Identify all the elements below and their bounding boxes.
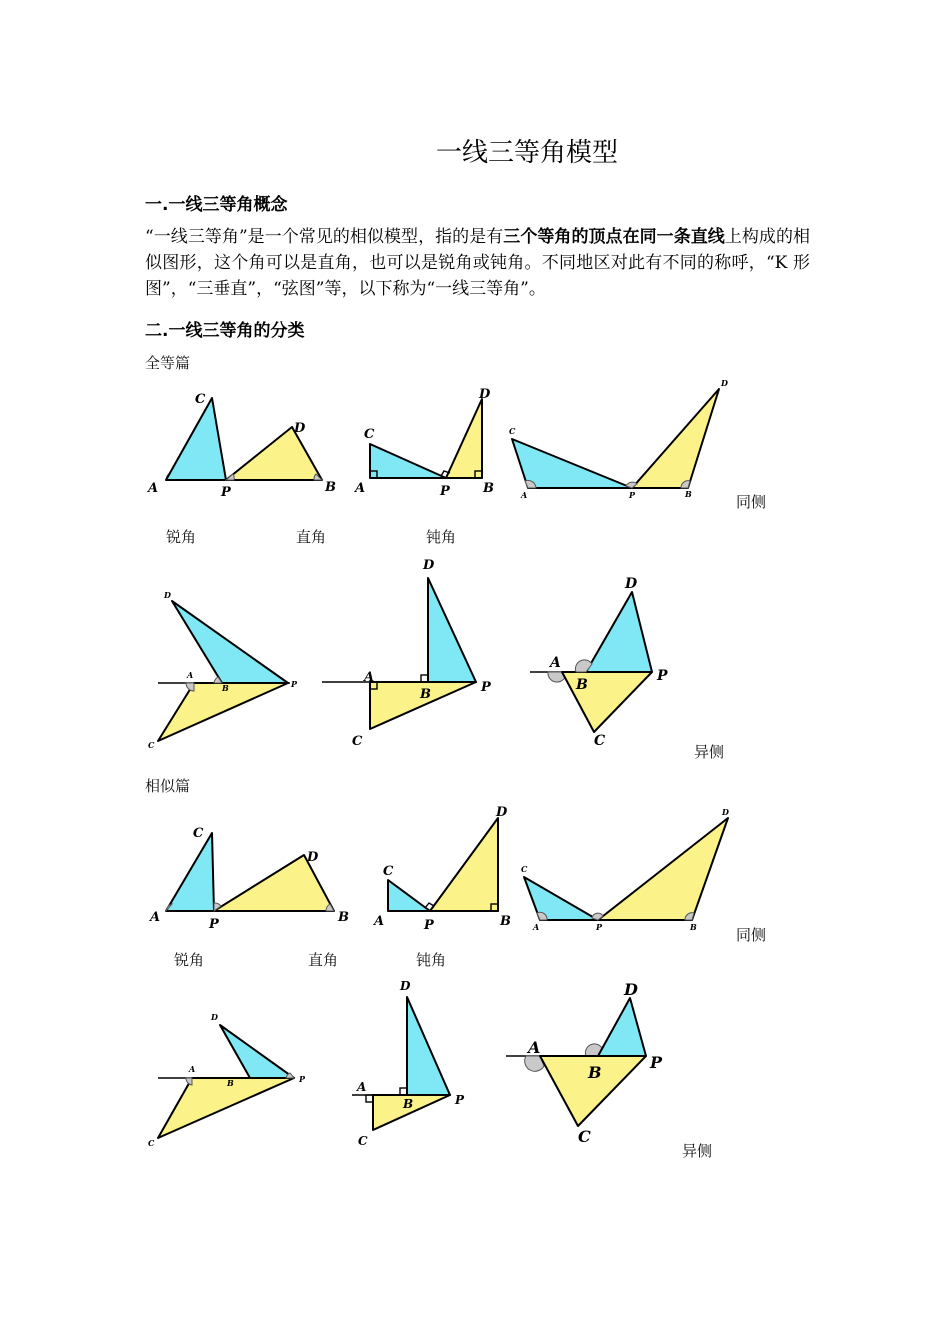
caption-obtuse-1: 钝角 xyxy=(426,528,457,546)
label-c: C xyxy=(521,864,528,874)
label-a: A xyxy=(533,922,540,932)
caption-right-2: 直角 xyxy=(308,951,339,969)
triangle-apc xyxy=(166,833,214,911)
label-d: D xyxy=(721,378,728,388)
figure-congruent-right xyxy=(353,387,494,499)
label-c: C xyxy=(148,740,155,750)
label-b: B xyxy=(576,677,588,693)
label-a: A xyxy=(187,670,194,680)
caption-same-side-1: 同侧 xyxy=(736,493,767,511)
section-heading-classification: 二.一线三等角的分类 xyxy=(145,321,305,341)
figure-congruent-opposite-obtuse xyxy=(530,576,668,749)
label-b: B xyxy=(338,910,349,925)
label-b: B xyxy=(483,481,494,496)
triangle-pdb xyxy=(226,427,322,480)
triangle-bpd xyxy=(407,997,450,1095)
figure-congruent-opposite-right xyxy=(322,558,492,749)
label-c: C xyxy=(352,734,363,749)
label-c: C xyxy=(578,1127,591,1146)
label-p: P xyxy=(481,680,491,695)
label-d: D xyxy=(211,1012,218,1022)
label-a: A xyxy=(374,914,385,929)
triangle-bpd xyxy=(220,1025,294,1078)
angle-mark-p xyxy=(226,474,234,480)
label-b: B xyxy=(500,914,511,929)
triangle-pdb xyxy=(598,818,728,920)
triangle-bpd xyxy=(598,998,646,1056)
triangle-apc xyxy=(166,398,226,480)
concept-text-start: “一线三等角”是一个常见的相似模型，指的是有 xyxy=(145,227,504,247)
label-b: B xyxy=(403,1097,414,1111)
label-p: P xyxy=(424,918,434,933)
caption-right-1: 直角 xyxy=(296,528,327,546)
triangle-bpd xyxy=(428,578,476,682)
label-p: P xyxy=(299,1074,306,1084)
page-title: 一线三等角模型 xyxy=(435,138,618,168)
label-a: A xyxy=(528,1038,541,1057)
label-p: P xyxy=(650,1053,663,1072)
congruent-subheading: 全等篇 xyxy=(145,354,191,372)
label-d: D xyxy=(479,387,491,402)
label-a: A xyxy=(550,655,561,671)
label-p: P xyxy=(455,1093,465,1107)
label-a: A xyxy=(364,670,375,685)
figure-congruent-obtuse xyxy=(509,378,728,500)
triangle-apc xyxy=(524,877,598,920)
label-c: C xyxy=(195,392,206,407)
caption-obtuse-2: 钝角 xyxy=(416,951,447,969)
label-a: A xyxy=(189,1064,196,1074)
label-c: C xyxy=(358,1134,368,1148)
caption-same-side-2: 同侧 xyxy=(736,926,767,944)
figure-similar-opposite-obtuse xyxy=(506,980,663,1146)
label-b: B xyxy=(227,1078,234,1088)
label-d: D xyxy=(423,558,435,573)
label-c: C xyxy=(364,427,375,442)
label-p: P xyxy=(629,490,636,500)
concept-text-emphasis: 三个等角的顶点在同一条直线 xyxy=(503,227,725,247)
figure-similar-opposite-acute xyxy=(148,1012,306,1148)
right-angle-a xyxy=(366,1095,373,1102)
figure-similar-right xyxy=(372,805,511,933)
label-d: D xyxy=(307,850,319,865)
concept-text-end: 上构成的相似图形，这个角可以是直角，也可以是锐角或钝角。不同地区对此有不同的称呼，“K 形图”，“三垂直”，“弦图”等，以下称为“一线三等角”。 xyxy=(145,227,811,299)
label-d: D xyxy=(496,805,508,820)
angle-mark-a xyxy=(186,1078,192,1085)
label-c: C xyxy=(594,733,606,749)
label-a: A xyxy=(355,481,366,496)
triangle-pdb xyxy=(430,818,498,911)
label-p: P xyxy=(209,917,219,932)
label-p: P xyxy=(221,485,231,500)
label-b: B xyxy=(325,480,336,495)
label-p: P xyxy=(596,922,603,932)
figure-similar-obtuse xyxy=(521,807,729,932)
label-b: B xyxy=(690,922,697,932)
label-b: B xyxy=(685,489,692,499)
figure-similar-opposite-right xyxy=(352,979,465,1148)
caption-acute-2: 锐角 xyxy=(174,951,205,969)
label-d: D xyxy=(722,807,729,817)
label-b: B xyxy=(222,683,229,693)
triangle-bpd xyxy=(586,592,652,672)
label-b: B xyxy=(588,1063,602,1082)
figure-congruent-acute xyxy=(146,392,336,500)
right-angle-b xyxy=(421,675,428,682)
label-a: A xyxy=(357,1080,367,1094)
similar-subheading: 相似篇 xyxy=(145,777,191,795)
label-d: D xyxy=(624,980,638,999)
triangle-apc xyxy=(370,444,446,478)
label-p: P xyxy=(440,484,450,499)
caption-opposite-side-1: 异侧 xyxy=(694,743,725,761)
triangle-pdb xyxy=(446,399,482,478)
section-heading-concept: 一.一线三等角概念 xyxy=(145,195,288,215)
label-a: A xyxy=(148,481,159,496)
label-a: A xyxy=(521,490,528,500)
figure-congruent-opposite-acute xyxy=(148,590,298,750)
right-angle-b xyxy=(400,1088,407,1095)
label-d: D xyxy=(625,576,638,592)
label-c: C xyxy=(148,1138,155,1148)
label-d: D xyxy=(400,979,411,993)
caption-opposite-side-2: 异侧 xyxy=(682,1142,713,1160)
label-d: D xyxy=(294,421,306,436)
label-d: D xyxy=(164,590,171,600)
label-p: P xyxy=(657,668,668,684)
triangle-apc xyxy=(388,880,430,911)
label-b: B xyxy=(420,687,431,702)
label-c: C xyxy=(383,864,394,879)
label-a: A xyxy=(150,910,161,925)
triangle-apc xyxy=(158,1078,294,1138)
label-c: C xyxy=(193,826,204,841)
figure-similar-acute xyxy=(148,826,349,932)
label-c: C xyxy=(509,426,516,436)
label-p: P xyxy=(291,679,298,689)
angle-mark-a xyxy=(186,683,194,691)
triangle-pdb xyxy=(632,389,719,488)
caption-acute-1: 锐角 xyxy=(166,528,197,546)
